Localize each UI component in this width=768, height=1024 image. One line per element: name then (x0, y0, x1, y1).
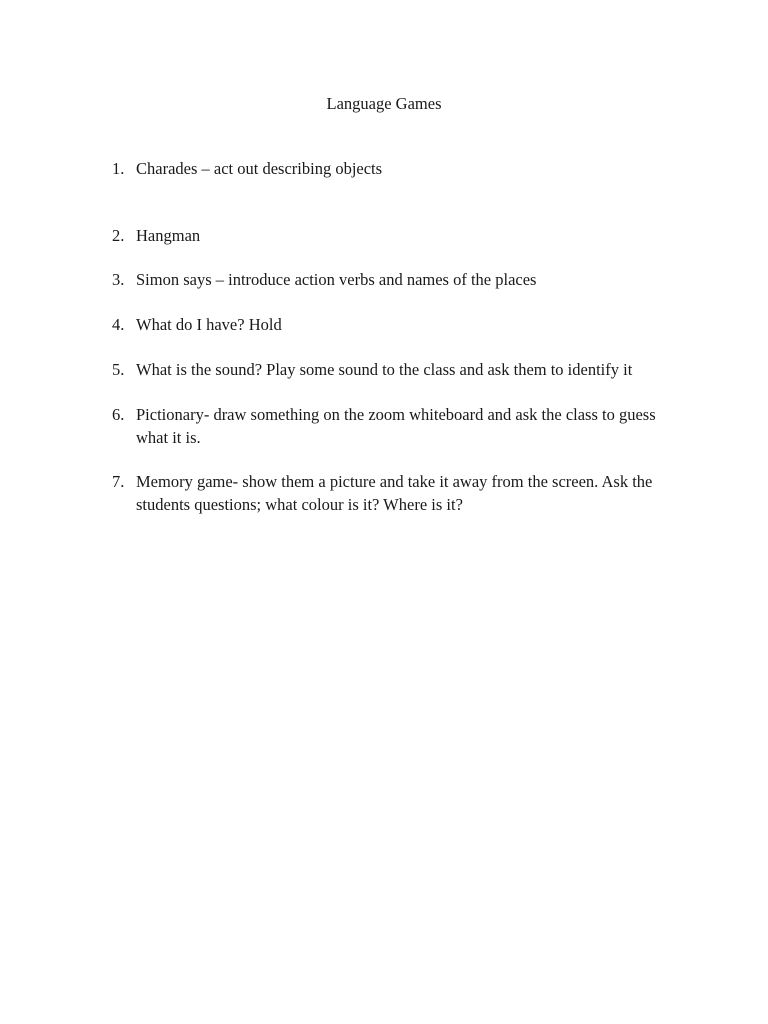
list-item-text: Simon says – introduce action verbs and names of the places (136, 270, 537, 289)
list-item-text: What do I have? Hold (136, 315, 282, 334)
list-item-text: Hangman (136, 226, 201, 245)
document-title: Language Games (326, 94, 442, 113)
list-item-text: Charades – act out describing objects (136, 159, 383, 178)
list-item-number: 1. (112, 159, 125, 178)
list-item-number: 2. (112, 226, 125, 245)
list-item-text: What is the sound? Play some sound to the class and ask them to identify it (136, 360, 633, 379)
list-item-text: Memory game- show them a picture and take it away from the screen. Ask the students questions; what colour is it? Where is it? (136, 472, 653, 514)
list-item-text: Pictionary- draw something on the zoom whiteboard and ask the class to guess what it is. (136, 405, 656, 447)
list-item-number: 4. (112, 315, 125, 334)
list-item-number: 7. (112, 472, 125, 491)
list-item-6 (112, 403, 672, 449)
list-item-5 (112, 358, 672, 381)
list-item-3 (112, 268, 672, 291)
list-item-4 (112, 313, 672, 336)
list-item-number: 5. (112, 360, 125, 379)
list-item-7 (112, 470, 672, 516)
list-item-number: 3. (112, 270, 125, 289)
list-item-number: 6. (112, 405, 125, 424)
list-item-1 (112, 157, 672, 180)
list-item-2 (112, 224, 672, 247)
